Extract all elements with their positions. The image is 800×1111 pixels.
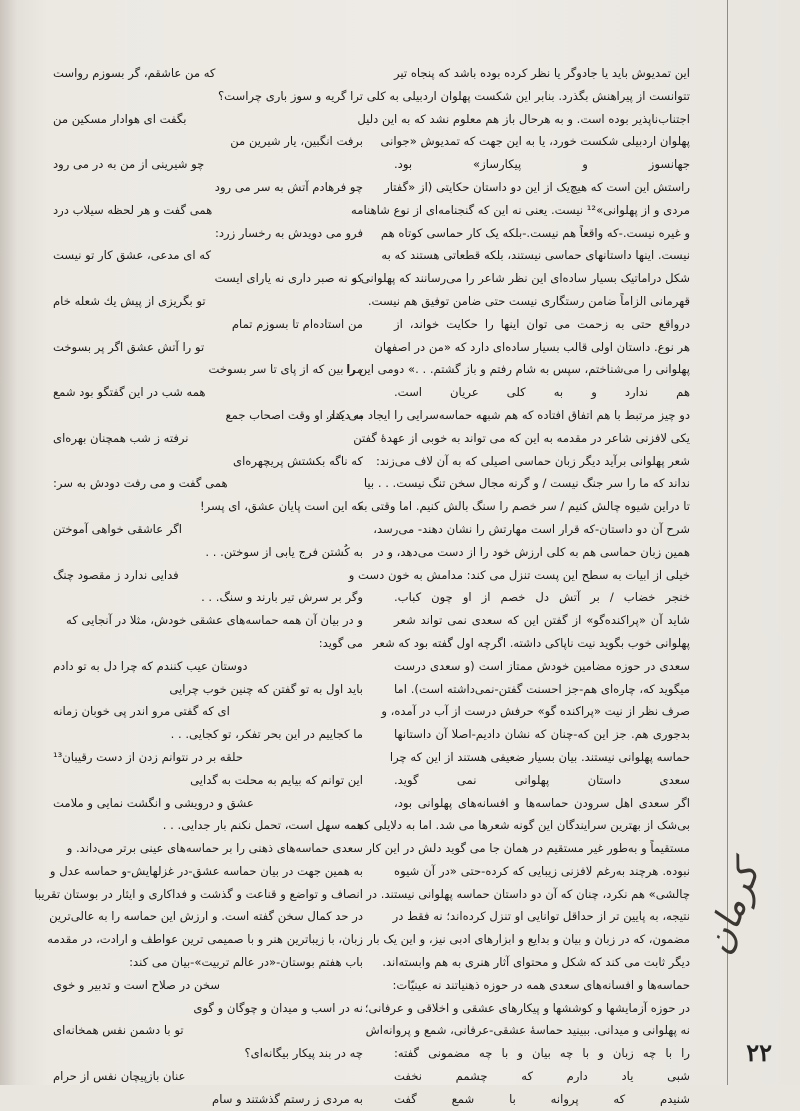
verse-hemistich: تو با دشمن نفس همخانه‌ای: [53, 1023, 184, 1038]
text-line: یکی لافزنی شاعر در مقدمه به این که می تواند به خوبی از عهدهٔ گفتن: [353, 430, 690, 445]
verse-hemistich: نه در اسب و میدان و چوگان و گوی: [193, 1000, 363, 1015]
text-line: باب هفتم بوستان-«در عالم تربیت»-بیان می کند:: [129, 955, 363, 970]
verse-hemistich: وگر بر سرش تیر بارند و سنگ. . .: [201, 590, 363, 605]
text-line: درواقع حتی به زحمت می توان اینها را حکایت خواند، از: [394, 316, 690, 331]
verse-hemistich: ای که گفتی مرو اندر پی خوبان زمانه: [53, 704, 230, 719]
verse-hemistich: همه شب در این گفتگو بود شمع: [53, 385, 206, 400]
verse-hemistich: فرو می دویدش به رخسار زرد:: [214, 225, 363, 240]
text-line: نداند که ما را سر جنگ نیست / و گرنه مجال سخن تنگ نیست. . . بیا: [363, 476, 690, 491]
text-line: اگر سعدی اهل سرودن حماسه‌ها و افسانه‌های پهلوانی بود،: [394, 795, 690, 810]
verse-hemistich: که این است پایان عشق، ای پسر!: [199, 499, 363, 514]
verse-hemistich: تو را آتش عشق اگر پر بسوخت: [53, 339, 205, 354]
text-line: تا دراین شیوه چالش کنیم / سر خصم را سنگ بالش کنیم. اما وقتی به: [358, 499, 690, 514]
verse-hemistich: چو شیرینی از من به در می رود: [53, 157, 205, 172]
text-line: نتیجه، به پایین تر از حداقل توانایی او تنزل کرده‌اند؛ نه فقط در: [392, 909, 690, 924]
verse-hemistich: مرا بین که از پای تا سر بسوخت: [208, 362, 363, 377]
verse-hemistich: شنیدم که پروانه با شمع گفت: [394, 1091, 690, 1106]
verse-hemistich: اگر عاشقی خواهی آموختن: [53, 521, 182, 536]
text-line: این تمدیوش باید یا جادوگر یا نظر کرده بوده باشد که پنجاه تیر: [394, 66, 690, 80]
text-line: قهرمانی الزاماً ضامن رستگاری نیست حتی ضامن توفیق هم نیست.: [367, 293, 690, 308]
text-line: شرح آن دو داستان-که قرار است مهارتش را نشان دهند- می‌رسد،: [373, 521, 690, 536]
text-line: نبوده. هرچند به‌رغم لافزنی زیبایی که کرده-حتی «در آن شیوه: [394, 863, 690, 878]
text-line: می گوید:: [318, 635, 363, 650]
verse-hemistich: همی گفت و می رفت دودش به سر:: [53, 476, 228, 491]
verse-hemistich: شبی یاد دارم که چشمم نخفت: [394, 1069, 690, 1084]
verse-hemistich: سخن در صلاح است و تدبیر و خوی: [53, 977, 221, 992]
text-line: بی‌شک از بهترین سرایندگان این گونه شعرها می شد. اما به دلایلی که: [358, 818, 690, 833]
verse-hemistich: عشق و درویشی و انگشت نمایی و ملامت: [53, 795, 254, 810]
verse-hemistich: عنان بازپیچان نفس از حرام: [53, 1069, 186, 1084]
text-line: سعدی داستان پهلوانی نمی گوید.: [394, 772, 690, 787]
text-line: خنجر خضاب / بر آتش دل خصم از او چون کباب.: [394, 590, 690, 605]
verse-hemistich: حلقه بر در نتوانم زدن از دست رقیبان¹³: [53, 749, 243, 764]
text-line: هر نوع. داستان اولی قالب بسیار ساده‌ای دارد که «من در اصفهان: [374, 339, 690, 354]
text-line: صرف نظر از نیت «پراکنده گو» حرفش درست از آب در آمده، و: [381, 704, 690, 719]
text-line: اجتناب‌ناپذیر بوده است. و به هرحال باز هم معلوم نشد که به این دلیل: [357, 111, 690, 126]
text-line: پهلوانی را می‌شناختم، سپس به شام رفتم و باز گشتم. . .» دومی این را: [346, 362, 690, 377]
text-line: بدجوری هم. جز این که-چنان که نشان دادیم-اصلا آن داستانها: [394, 727, 690, 742]
verse-hemistich: دوستان عیب کنندم که چرا دل به تو دادم: [53, 658, 248, 673]
text-line: مضمون، که در زبان و بیان و بدایع و ابزارهای ادبی نیز، و این یک بار: [367, 932, 690, 947]
text-line: در حوزه آزمایشها و کوششها و پیکارهای عشقی و اخلاقی و عرفانی؛: [364, 1000, 690, 1015]
verse-hemistich: من استاده‌ام تا بسوزم تمام: [231, 316, 363, 331]
text-line: دیگر ثابت می کند که شکل و محتوای آثار هنری به هم وابسته‌اند.: [382, 955, 690, 970]
verse-hemistich: برفت انگبین، یار شیرین من: [230, 134, 363, 149]
page-number: ۲۲: [746, 1038, 772, 1067]
text-line: حماسه‌ها و افسانه‌های سعدی همه در حوزه ذهنیاتند نه عینیّات:: [392, 977, 690, 992]
right-text-column: [325, 62, 690, 1111]
verse-hemistich: ترا گریه و سوز باری چراست؟: [217, 88, 363, 103]
verse-hemistich: که ناگه بکشتش پریچهره‌ای: [233, 453, 363, 468]
text-line: مردی و از پهلوانی»¹² نیست. یعنی نه این که گنجنامه‌ای از نوع شاهنامه: [351, 202, 690, 217]
text-line: و غیره نیست.-که واقعاً هم نیست.-بلکه یک کار حماسی کوتاه هم: [380, 225, 690, 240]
text-line: مستقیماً و به‌طور غیر مستقیم در همان جا می گوید دلش در این کار: [366, 841, 690, 856]
text-line: راستش این است که هیچ‌یک از این دو داستان حکایتی (از «گفتار: [384, 179, 690, 194]
text-line: و در بیان آن همه حماسه‌های عشقی خودش، مثلا در آنجایی که: [66, 613, 363, 628]
verse-hemistich: که نه صبر داری نه یارای ایست: [214, 271, 363, 286]
text-line: خیلی از ابیات به سطح این پست تنزل می کند: مدامش به خون دست و: [348, 567, 690, 582]
text-line: سعدی حماسه‌های ذهنی را بر حماسه‌های عینی برتر می‌داند. و: [66, 841, 363, 856]
verse-hemistich: به کُشتن فرج یابی از سوختن. . .: [205, 544, 363, 559]
verse-hemistich: چه در بند پیکار بیگانه‌ای؟: [244, 1046, 363, 1061]
verse-hemistich: این توانم که بیایم به محلت به گدایی: [190, 772, 363, 787]
verse-hemistich: که ای مدعی، عشق کار تو نیست: [53, 248, 212, 263]
text-line: جهانسوز و پیکارساز» بود.: [394, 157, 690, 172]
text-line: سعدی در حوزه مضامین خودش ممتاز است (و سعدی درست: [394, 658, 690, 673]
text-line: تتوانست از پیراهنش بگذرد. بنابر این شکست پهلوان اردبیلی به کلی: [366, 88, 690, 103]
text-line: پهلوان اردبیلی شکست خورد، یا به این جهت که تمدیوش «جوانی: [380, 134, 690, 149]
page-gutter: [0, 0, 18, 1085]
text-line: شعر پهلوانی برآید دیگر زبان حماسی اصیلی که به آن لاف می‌زند:: [375, 453, 690, 468]
left-text-column: [34, 62, 363, 1111]
verse-hemistich: به دیدار او وقت اصحاب جمع: [225, 407, 363, 422]
verse-hemistich: ما کجاییم در این بحر تفکر، تو کجایی. . .: [170, 727, 363, 742]
verse-hemistich: همی گفت و هر لحظه سیلاب درد: [53, 202, 213, 217]
text-line: شکل دراماتیک بسیار ساده‌ای این نظر شاعر را می‌رسانند که پهلوانی و: [351, 271, 690, 286]
verse-hemistich: به مردی ز رستم گذشتند و سام: [212, 1091, 363, 1106]
verse-hemistich: چو فرهادم آتش به سر می رود: [214, 179, 363, 194]
text-line: پهلوانی خوب بگوید نیت ناپاکی داشته. اگرچه اول گفته بود که شعر: [372, 635, 690, 650]
verse-hemistich: تو بگریزی از پیش یك شعله خام: [53, 293, 206, 308]
text-line: در حد کمال سخن گفته است. و ارزش این حماسه را به عالی‌ترین: [49, 909, 363, 924]
text-line: هم ندارد و به کلی عریان است.: [394, 385, 690, 400]
text-line: حماسه پهلوانی نیستند. بیان بسیار ضعیفی هستند از این که چرا: [389, 749, 690, 764]
verse-hemistich: که من عاشقم، گر بسوزم رواست: [53, 66, 216, 80]
text-line: به همین جهت در بیان حماسه عشق-در غزلهایش-و حماسه عدل و: [49, 863, 363, 878]
verse-hemistich: بگفت ای هوادار مسکین من: [53, 111, 187, 126]
verse-hemistich: فدایی ندارد ز مقصود چنگ: [53, 567, 179, 582]
text-line: انصاف و تواضع و قناعت و گذشت و فداکاری و ایثار در بوستان تقریبا: [34, 886, 363, 901]
text-line: شاید آن «پراکنده‌گو» از گفتن این که سعدی نمی تواند شعر: [394, 613, 690, 628]
verse-hemistich: همه سهل است، تحمل نکنم بار جدایی. . .: [162, 818, 363, 833]
text-line: نیست. اینها داستانهای حماسی نیستند، بلکه قطعاتی هستند که به: [381, 248, 690, 263]
text-line: همین زبان حماسی هم به کلی ارزش خود را از دست می‌دهد، و در: [372, 544, 690, 559]
text-line: میگوید که، چاره‌ای هم-جز احسنت گفتن-نمی‌داشته است). اما: [394, 681, 690, 696]
text-line: نه پهلوانی و میدانی. ببینید حماسهٔ عشقی-عرفانی، شمع و پروانه‌اش: [365, 1023, 690, 1038]
text-line: چالشی» هم نکرد، چنان که آن دو داستان حماسه پهلوانی نیستند. در: [366, 886, 690, 901]
text-line: زبان، با زیباترین هنر و با صمیمی ترین عواطف و ارادت، در مقدمه: [47, 932, 363, 947]
text-line: دو چیز مرتبط با هم اتفاق افتاده که هم شبهه حماسه‌سرایی را ایجاد می کند.: [325, 407, 690, 422]
text-line: را با چه زبان و با چه بیان و با چه مضمونی گفته:: [394, 1046, 690, 1061]
verse-hemistich: نرفته ز شب همچنان بهره‌ای: [53, 430, 189, 445]
brand-logo: کرمان: [697, 857, 769, 960]
verse-hemistich: باید اول به تو گفتن که چنین خوب چرایی: [169, 681, 363, 696]
